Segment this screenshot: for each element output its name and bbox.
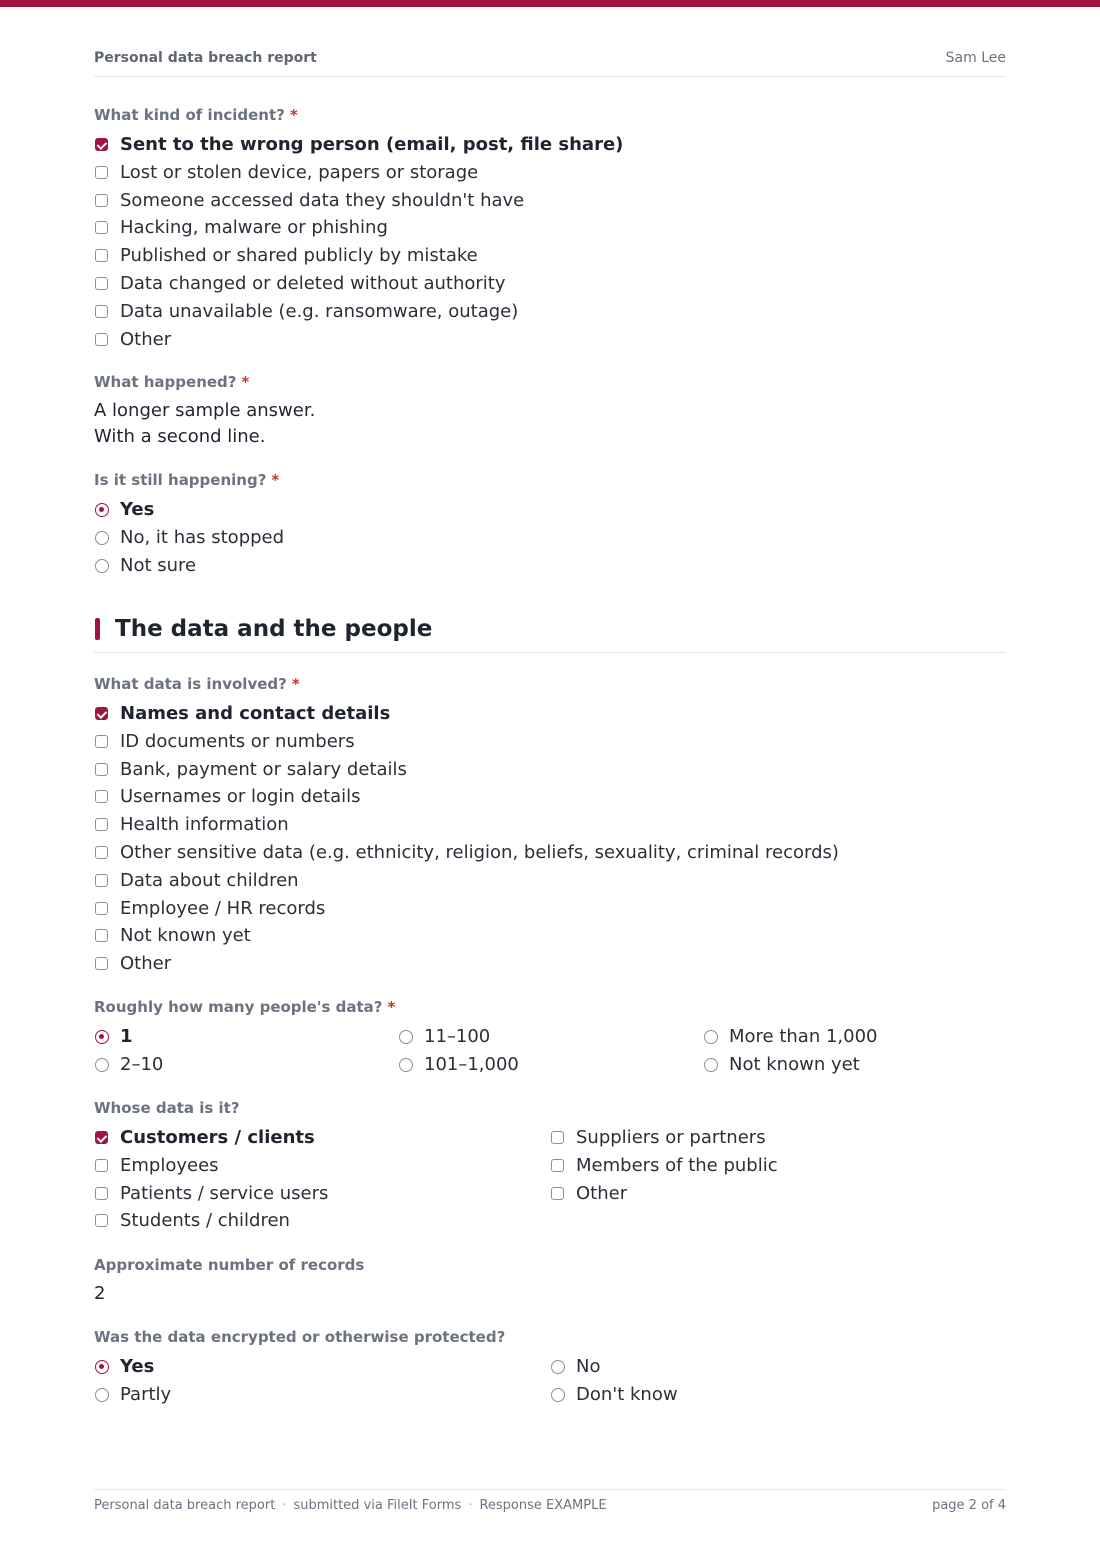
footer-info <box>94 1498 607 1513</box>
checkbox-checked[interactable] <box>95 1131 108 1144</box>
question-data-involved <box>94 674 1006 978</box>
checkbox[interactable] <box>95 1159 108 1172</box>
option-children-data[interactable]: Data about children <box>94 867 1006 895</box>
footer-response: Response EXAMPLE <box>479 1498 607 1513</box>
option-wrong-person[interactable]: Sent to the wrong person (email, post, file share) <box>94 131 1006 159</box>
required-marker: * <box>291 675 300 693</box>
footer-separator: · <box>282 1498 287 1513</box>
option-data-changed[interactable]: Data changed or deleted without authority <box>94 270 1006 298</box>
radio-selected[interactable] <box>95 1360 109 1374</box>
radio[interactable] <box>704 1030 718 1044</box>
required-marker: * <box>241 373 250 391</box>
option-yes[interactable]: Yes <box>94 1353 550 1381</box>
checkbox[interactable] <box>95 305 108 318</box>
checkbox[interactable] <box>95 874 108 887</box>
option-hr-records[interactable]: Employee / HR records <box>94 895 1006 923</box>
question-what-happened <box>94 372 1006 450</box>
checkbox[interactable] <box>95 221 108 234</box>
option-not-known-yet[interactable]: Not known yet <box>703 1051 1006 1079</box>
section-accent-bar <box>95 618 100 640</box>
page-header <box>94 48 1006 77</box>
checkbox[interactable] <box>95 790 108 803</box>
checkbox[interactable] <box>95 166 108 179</box>
option-not-sure[interactable]: Not sure <box>94 552 1006 580</box>
question-label: What kind of incident? * <box>94 106 298 124</box>
radio[interactable] <box>95 1388 109 1402</box>
option-sensitive-data[interactable]: Other sensitive data (e.g. ethnicity, religion, beliefs, sexuality, criminal records) <box>94 839 1006 867</box>
question-incident-type <box>94 105 1006 353</box>
checkbox[interactable] <box>95 929 108 942</box>
checkbox[interactable] <box>551 1187 564 1200</box>
top-accent-bar <box>0 0 1100 7</box>
option-data-unavailable[interactable]: Data unavailable (e.g. ransomware, outage) <box>94 298 1006 326</box>
option-names-contact[interactable]: Names and contact details <box>94 700 1006 728</box>
option-patients[interactable]: Patients / service users <box>94 1180 550 1208</box>
respondent-name: Sam Lee <box>945 50 1006 66</box>
radio-group <box>94 1353 1006 1409</box>
option-employees[interactable]: Employees <box>94 1152 550 1180</box>
option-hacking[interactable]: Hacking, malware or phishing <box>94 214 1006 242</box>
checkbox[interactable] <box>95 818 108 831</box>
question-whose-data <box>94 1098 1006 1235</box>
checkbox[interactable] <box>95 277 108 290</box>
checkbox[interactable] <box>95 902 108 915</box>
option-more-than-1000[interactable]: More than 1,000 <box>703 1023 1006 1051</box>
option-yes[interactable]: Yes <box>94 496 1006 524</box>
checkbox-group <box>94 131 1006 353</box>
footer-separator: · <box>468 1498 473 1513</box>
section-heading <box>94 614 1006 653</box>
checkbox-checked[interactable] <box>95 707 108 720</box>
option-no[interactable]: No <box>550 1353 1006 1381</box>
answer-text: 2 <box>94 1283 106 1304</box>
option-not-known[interactable]: Not known yet <box>94 922 1006 950</box>
option-customers[interactable]: Customers / clients <box>94 1124 550 1152</box>
option-2-10[interactable]: 2–10 <box>94 1051 398 1079</box>
option-dont-know[interactable]: Don't know <box>550 1381 1006 1409</box>
option-other[interactable]: Other <box>94 950 1006 978</box>
checkbox[interactable] <box>95 1187 108 1200</box>
question-label: Whose data is it? <box>94 1099 240 1117</box>
option-other[interactable]: Other <box>550 1180 1006 1208</box>
checkbox-group <box>94 700 1006 978</box>
checkbox-group <box>94 1124 1006 1235</box>
checkbox[interactable] <box>95 1214 108 1227</box>
option-id-documents[interactable]: ID documents or numbers <box>94 728 1006 756</box>
form-title: Personal data breach report <box>94 50 317 66</box>
option-11-100[interactable]: 11–100 <box>398 1023 703 1051</box>
checkbox-checked[interactable] <box>95 138 108 151</box>
radio[interactable] <box>95 531 109 545</box>
checkbox[interactable] <box>95 194 108 207</box>
radio-selected[interactable] <box>95 1030 109 1044</box>
question-label: Is it still happening? * <box>94 471 280 489</box>
question-label: What data is involved? * <box>94 675 300 693</box>
radio[interactable] <box>704 1058 718 1072</box>
radio[interactable] <box>95 559 109 573</box>
checkbox[interactable] <box>95 763 108 776</box>
footer-submitted: submitted via FileIt Forms <box>293 1498 462 1513</box>
checkbox[interactable] <box>95 957 108 970</box>
question-label: Approximate number of records <box>94 1256 365 1274</box>
radio[interactable] <box>551 1360 565 1374</box>
question-number-of-records <box>94 1255 1006 1307</box>
option-unauthorised-access[interactable]: Someone accessed data they shouldn't have <box>94 187 1006 215</box>
radio[interactable] <box>95 1058 109 1072</box>
required-marker: * <box>271 471 280 489</box>
footer-form-name: Personal data breach report <box>94 1498 276 1513</box>
required-marker: * <box>289 106 298 124</box>
checkbox[interactable] <box>95 333 108 346</box>
option-other[interactable]: Other <box>94 326 1006 354</box>
radio[interactable] <box>551 1388 565 1402</box>
radio-selected[interactable] <box>95 503 109 517</box>
page-number: page 2 of 4 <box>932 1498 1006 1513</box>
question-encrypted <box>94 1327 1006 1409</box>
question-label: Roughly how many people's data? * <box>94 998 396 1016</box>
option-suppliers[interactable]: Suppliers or partners <box>550 1124 1006 1152</box>
option-bank-details[interactable]: Bank, payment or salary details <box>94 756 1006 784</box>
checkbox[interactable] <box>95 735 108 748</box>
radio-group <box>94 1023 1006 1079</box>
question-label: What happened? * <box>94 373 250 391</box>
question-how-many-people <box>94 997 1006 1079</box>
question-still-happening <box>94 470 1006 579</box>
checkbox[interactable] <box>551 1159 564 1172</box>
option-lost-device[interactable]: Lost or stolen device, papers or storage <box>94 159 1006 187</box>
option-published-publicly[interactable]: Published or shared publicly by mistake <box>94 242 1006 270</box>
page-footer <box>94 1489 1006 1520</box>
option-students[interactable]: Students / children <box>94 1207 550 1235</box>
option-public[interactable]: Members of the public <box>550 1152 1006 1180</box>
checkbox[interactable] <box>95 846 108 859</box>
answer-text: A longer sample answer. With a second line. <box>94 400 316 447</box>
option-101-1000[interactable]: 101–1,000 <box>398 1051 703 1079</box>
option-health-info[interactable]: Health information <box>94 811 1006 839</box>
question-label: Was the data encrypted or otherwise protected? <box>94 1328 506 1346</box>
option-partly[interactable]: Partly <box>94 1381 550 1409</box>
radio[interactable] <box>399 1058 413 1072</box>
radio[interactable] <box>399 1030 413 1044</box>
section-title: The data and the people <box>115 616 433 642</box>
required-marker: * <box>387 998 396 1016</box>
option-login-details[interactable]: Usernames or login details <box>94 783 1006 811</box>
checkbox[interactable] <box>551 1131 564 1144</box>
radio-group <box>94 496 1006 579</box>
option-1[interactable]: 1 <box>94 1023 398 1051</box>
option-stopped[interactable]: No, it has stopped <box>94 524 1006 552</box>
checkbox[interactable] <box>95 249 108 262</box>
